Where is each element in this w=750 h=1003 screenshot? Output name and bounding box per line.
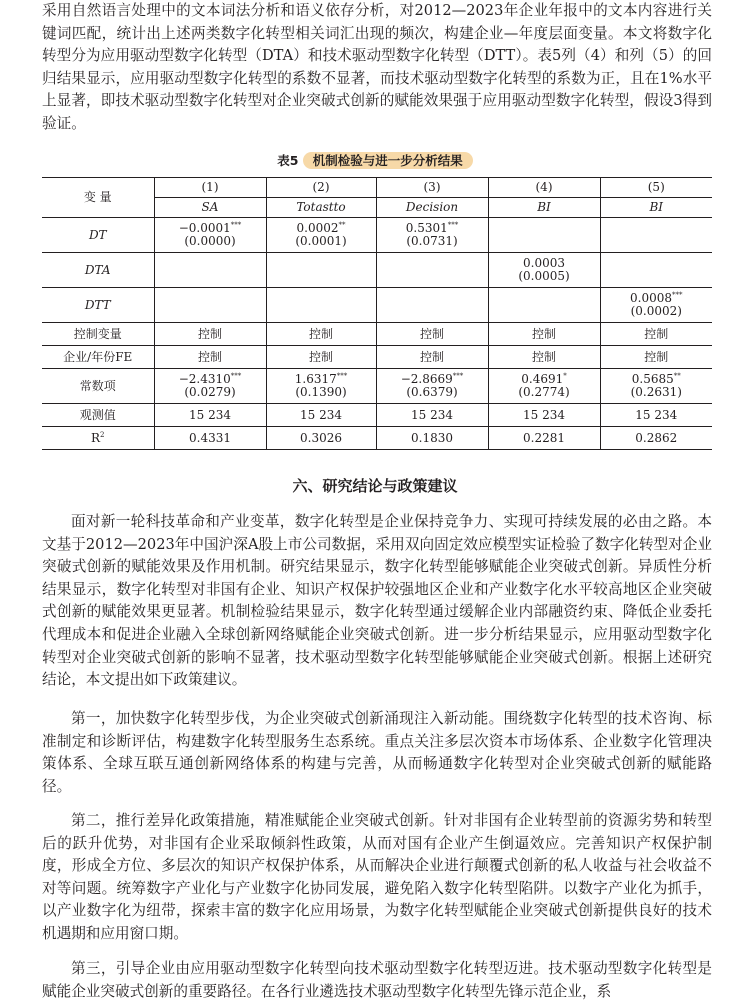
cell: 控制: [376, 346, 488, 369]
coef: −2.4310: [178, 372, 231, 386]
cell-empty: [266, 288, 376, 323]
significance: ***: [452, 372, 464, 380]
cell: [600, 288, 712, 323]
row-label-dt: DT: [42, 218, 154, 253]
coef: 0.5685: [631, 372, 674, 386]
std-error: (0.0279): [184, 385, 236, 399]
cell: 控制: [488, 346, 600, 369]
col-depvar: SA: [154, 198, 266, 218]
table-row-observations: [42, 404, 712, 427]
r2-superscript: 2: [100, 430, 105, 439]
cell: 15 234: [376, 404, 488, 427]
table-row-dtt: [42, 288, 712, 323]
coef: 0.5301: [405, 221, 448, 235]
cell: 0.3026: [266, 427, 376, 450]
coef: 0.0008: [630, 291, 672, 305]
cell: [600, 369, 712, 404]
row-label-fe: 企业/年份FE: [42, 346, 154, 369]
cell: [488, 253, 600, 288]
row-label-constant: 常数项: [42, 369, 154, 404]
cell-empty: [154, 253, 266, 288]
std-error: (0.0731): [406, 234, 458, 248]
table-caption: [0, 151, 750, 171]
coef: 1.6317: [294, 372, 337, 386]
conclusion-paragraph: 面对新一轮科技革命和产业变革，数字化转型是企业保持竞争力、实现可持续发展的必由之路。本文基于2012—2023年中国沪深A股上市公司数据，采用双向固定效应模型实证检验了数字化转型对企业突破式创新的赋能效果及作用机制。研究结果显示，数字化转型能够赋能企业突破式创新。异质性分析结果显示，数字化转型对非国有企业、知识产权保护较强地区企业和产业数字化水平较高地区企业突破式创新的赋能效果更显著。机制检验结果显示，数字化转型通过缓解企业内部融资约束、降低企业委托代理成本和促进企业融入全球创新网络赋能企业突破式创新。进一步分析结果显示，应用驱动型数字化转型对企业突破式创新的影响不显著，技术驱动型数字化转型能够赋能企业突破式创新。根据上述研究结论，本文提出如下政策建议。: [42, 513, 712, 689]
cell: [376, 218, 488, 253]
policy-paragraph-1: 第一，加快数字化转型步伐，为企业突破式创新涌现注入新动能。围绕数字化转型的技术咨询、标准制定和诊断评估，构建数字化转型服务生态系统。重点关注多层次资本市场体系、企业数字化管理决策体系、全球互联互通创新网络体系的构建与完善，从而畅通数字化转型对企业突破式创新的赋能路径。: [42, 710, 712, 795]
row-label-dta: DTA: [42, 253, 154, 288]
cell-empty: [376, 253, 488, 288]
cell: 15 234: [488, 404, 600, 427]
intro-paragraph: 采用自然语言处理中的文本词法分析和语义依存分析，对2012—2023年企业年报中的文本内容进行关键词匹配，统计出上述两类数字化转型相关词汇出现的频次，构建企业—年度层面变量。本文将数字化转型分为应用驱动型数字化转型（DTA）和技术驱动型数字化转型（DTT）。表5列（4）和列（5）的回归结果显示，应用驱动型数字化转型的系数不显著，而技术驱动型数字化转型的系数为正，且在1%水平上显著，即技术驱动型数字化转型对企业突破式创新的赋能效果强于应用驱动型数字化转型，假设3得到验证。: [42, 2, 712, 132]
cell: 15 234: [600, 404, 712, 427]
row-label-controls: 控制变量: [42, 323, 154, 346]
table-row-dt: [42, 218, 712, 253]
cell: [488, 369, 600, 404]
col-number: (5): [600, 178, 712, 198]
significance: ***: [230, 372, 242, 380]
cell: 0.2281: [488, 427, 600, 450]
cell: 控制: [600, 346, 712, 369]
r2-base: R: [90, 430, 101, 445]
std-error: (0.0000): [184, 234, 236, 248]
row-label-dtt: DTT: [42, 288, 154, 323]
cell: 控制: [154, 346, 266, 369]
section-heading: 六、研究结论与政策建议: [292, 477, 458, 495]
cell: 控制: [600, 323, 712, 346]
col-number: (1): [154, 178, 266, 198]
significance: *: [563, 372, 567, 380]
std-error: (0.6379): [406, 385, 458, 399]
row-label-r2: [42, 427, 154, 450]
table-row-constant: [42, 369, 712, 404]
significance: ***: [672, 291, 683, 299]
cell: [154, 369, 266, 404]
table-row-r2: [42, 427, 712, 450]
policy-paragraph-3: 第三，引导企业由应用驱动型数字化转型向技术驱动型数字化转型迈进。技术驱动型数字化转型是赋能企业突破式创新的重要路径。在各行业遴选技术驱动型数字化转型先锋示范企业，系: [42, 960, 712, 1000]
cell-empty: [266, 253, 376, 288]
cell: 0.1830: [376, 427, 488, 450]
coef: 0.0003: [523, 256, 565, 270]
col-depvar: Decision: [376, 198, 488, 218]
cell: 15 234: [154, 404, 266, 427]
std-error: (0.0002): [630, 304, 682, 318]
cell: 控制: [488, 323, 600, 346]
cell: 控制: [154, 323, 266, 346]
significance: ***: [336, 372, 348, 380]
cell: [154, 218, 266, 253]
cell-empty: [376, 288, 488, 323]
std-error: (0.0001): [295, 234, 347, 248]
coef: −2.8669: [400, 372, 453, 386]
cell: 控制: [266, 346, 376, 369]
col-number: (3): [376, 178, 488, 198]
cell: 控制: [376, 323, 488, 346]
cell: [266, 369, 376, 404]
table-label: 表5: [277, 153, 299, 168]
results-table: [42, 177, 712, 450]
coef: −0.0001: [178, 221, 231, 235]
significance: **: [338, 221, 346, 229]
significance: ***: [447, 221, 459, 229]
std-error: (0.1390): [295, 385, 347, 399]
table-header-row-numbers: [42, 178, 712, 198]
variable-header: 变 量: [42, 178, 154, 218]
coef: 0.0002: [296, 221, 339, 235]
cell-empty: [600, 218, 712, 253]
coef: 0.4691: [521, 372, 564, 386]
table-row-fe: [42, 346, 712, 369]
col-number: (4): [488, 178, 600, 198]
table-row-controls: [42, 323, 712, 346]
row-label-observations: 观测值: [42, 404, 154, 427]
cell: 控制: [266, 323, 376, 346]
col-number: (2): [266, 178, 376, 198]
col-depvar: Totastto: [266, 198, 376, 218]
table-row-dta: [42, 253, 712, 288]
std-error: (0.0005): [518, 269, 570, 283]
table-title: 机制检验与进一步分析结果: [303, 152, 473, 169]
cell: 0.4331: [154, 427, 266, 450]
std-error: (0.2631): [630, 385, 682, 399]
results-table-container: [42, 177, 712, 450]
cell: 0.2862: [600, 427, 712, 450]
cell-empty: [154, 288, 266, 323]
cell-empty: [600, 253, 712, 288]
policy-paragraph-2: 第二，推行差异化政策措施，精准赋能企业突破式创新。针对非国有企业转型前的资源劣势和转型后的跃升优势，对非国有企业采取倾斜性政策，从而对国有企业产生倒逼效应。完善知识产权保护制度，形成全方位、多层次的知识产权保护体系，从而解决企业进行颠覆式创新的私人收益与社会收益不对等问题。统筹数字产业化与产业数字化协同发展，避免陷入数字化转型陷阱。以数字产业化为抓手，以产业数字化为纽带，探索丰富的数字化应用场景，为数字化转型赋能企业突破式创新提供良好的技术机遇期和应用窗口期。: [42, 812, 712, 942]
significance: ***: [230, 221, 242, 229]
cell-empty: [488, 218, 600, 253]
significance: **: [673, 372, 681, 380]
cell: 15 234: [266, 404, 376, 427]
cell-empty: [488, 288, 600, 323]
col-depvar: BI: [488, 198, 600, 218]
cell: [376, 369, 488, 404]
col-depvar: BI: [600, 198, 712, 218]
std-error: (0.2774): [518, 385, 570, 399]
cell: [266, 218, 376, 253]
